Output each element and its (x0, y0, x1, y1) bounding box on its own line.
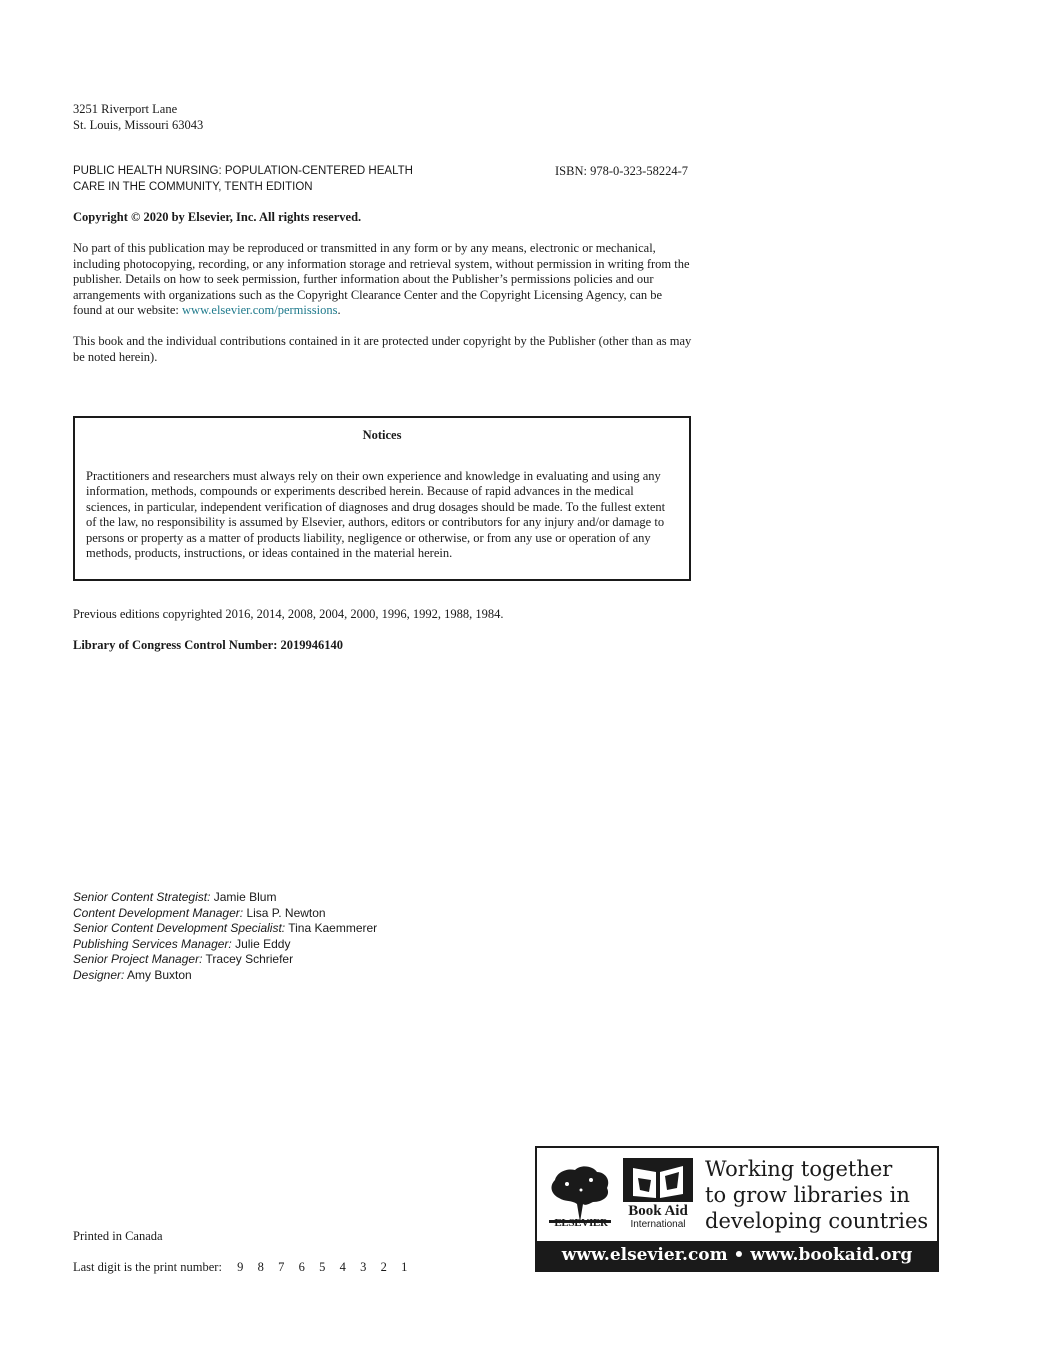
isbn: ISBN: 978-0-323-58224-7 (555, 164, 688, 178)
print-digit: 7 (278, 1260, 285, 1274)
credit-line (73, 952, 573, 968)
credit-line (73, 890, 573, 906)
book-aid-wordmark: Book Aid (628, 1203, 688, 1219)
book-title (73, 164, 493, 195)
library-of-congress-number: Library of Congress Control Number: 2019946140 (73, 638, 344, 652)
credit-role: Designer: (73, 967, 125, 982)
credit-role: Senior Project Manager: (73, 952, 203, 966)
notices-body: Practitioners and researchers must always rely on their own experience and knowledge in evaluating and using any information, methods, compounds or experiments described herein. Because of rapid advances in the medical sciences, in particular, independent verification of diagnoses and drug dosages should be made. To the fullest extent of the law, no responsibility is assumed by Elsevier, authors, editors or contributors for any injury and/or damage to persons or property as a matter of products liability, negligence or otherwise, or from any use or operation of any methods, products, instructions, or ideas contained in the material herein. (86, 468, 666, 560)
permissions-text: No part of this publication may be reproduced or transmitted in any form or by any means, electronic or mechanical, including photocopying, recording, or any information storage and retrieval system, without permission in writing from the publisher. Details on how to seek permission, further information about the Publisher’s permissions policies and our arrangements with organizations such as the Copyright Clearance Center and the Copyright Licensing Agency, can be found at our website: (73, 241, 690, 317)
print-digit: 8 (257, 1260, 264, 1274)
permissions-link[interactable]: www.elsevier.com/permissions (182, 303, 338, 317)
print-digit: 4 (339, 1260, 346, 1274)
book-aid-banner (535, 1146, 939, 1272)
credit-name: Lisa P. Newton (243, 905, 326, 920)
permissions-paragraph (73, 241, 693, 319)
credit-line (73, 937, 573, 953)
print-digit: 2 (380, 1260, 387, 1274)
printed-in: Printed in Canada (73, 1229, 163, 1243)
print-number-line (73, 1260, 422, 1276)
tagline-line-2: to grow libraries in (705, 1183, 910, 1207)
print-digit: 9 (237, 1260, 244, 1274)
credits-list (73, 890, 573, 983)
book-aid-subtitle: International (630, 1219, 686, 1230)
previous-editions: Previous editions copyrighted 2016, 2014, 2008, 2004, 2000, 1996, 1992, 1988, 1984. (73, 607, 504, 621)
credit-role: Publishing Services Manager: (73, 936, 232, 951)
credit-name: Jamie Blum (210, 890, 277, 904)
print-digit: 6 (298, 1260, 305, 1274)
credit-line (73, 921, 573, 937)
book-title-line-2: CARE IN THE COMMUNITY, TENTH EDITION (73, 180, 313, 193)
credit-line (73, 906, 573, 922)
print-digit: 1 (401, 1260, 408, 1274)
print-digits (237, 1260, 422, 1274)
credit-name: Amy Buxton (124, 967, 192, 982)
print-digit: 3 (360, 1260, 367, 1274)
tagline-line-3: developing countries (705, 1209, 929, 1233)
credit-name: Tina Kaemmerer (285, 921, 378, 935)
permissions-end: . (337, 303, 341, 317)
protection-paragraph: This book and the individual contributions contained in it are protected under copyright by the Publisher (other than as may be noted herein). (73, 334, 692, 364)
banner-footer-links[interactable]: www.elsevier.com • www.bookaid.org (537, 1241, 937, 1270)
copyright-notice: Copyright © 2020 by Elsevier, Inc. All rights reserved. (73, 210, 362, 224)
credit-role: Content Development Manager: (73, 905, 244, 920)
credit-name: Julie Eddy (231, 936, 291, 951)
credit-role: Senior Content Development Specialist: (73, 921, 286, 935)
credit-name: Tracey Schriefer (202, 952, 294, 966)
publisher-address (73, 102, 693, 133)
banner-tagline (705, 1156, 935, 1234)
book-title-line-1: PUBLIC HEALTH NURSING: POPULATION-CENTERED HEALTH (73, 165, 413, 177)
credit-line (73, 968, 573, 984)
notices-title: Notices (362, 428, 402, 442)
address-line-2: St. Louis, Missouri 63043 (73, 117, 204, 132)
print-number-label: Last digit is the print number: (73, 1260, 222, 1274)
elsevier-wordmark: ELSEVIER (554, 1217, 608, 1229)
tagline-line-1: Working together (705, 1157, 893, 1181)
print-digit: 5 (319, 1260, 326, 1274)
notices-box (73, 416, 691, 581)
address-line-1: 3251 Riverport Lane (73, 102, 178, 116)
credit-role: Senior Content Strategist: (73, 890, 211, 904)
book-aid-logo-icon (623, 1158, 693, 1202)
